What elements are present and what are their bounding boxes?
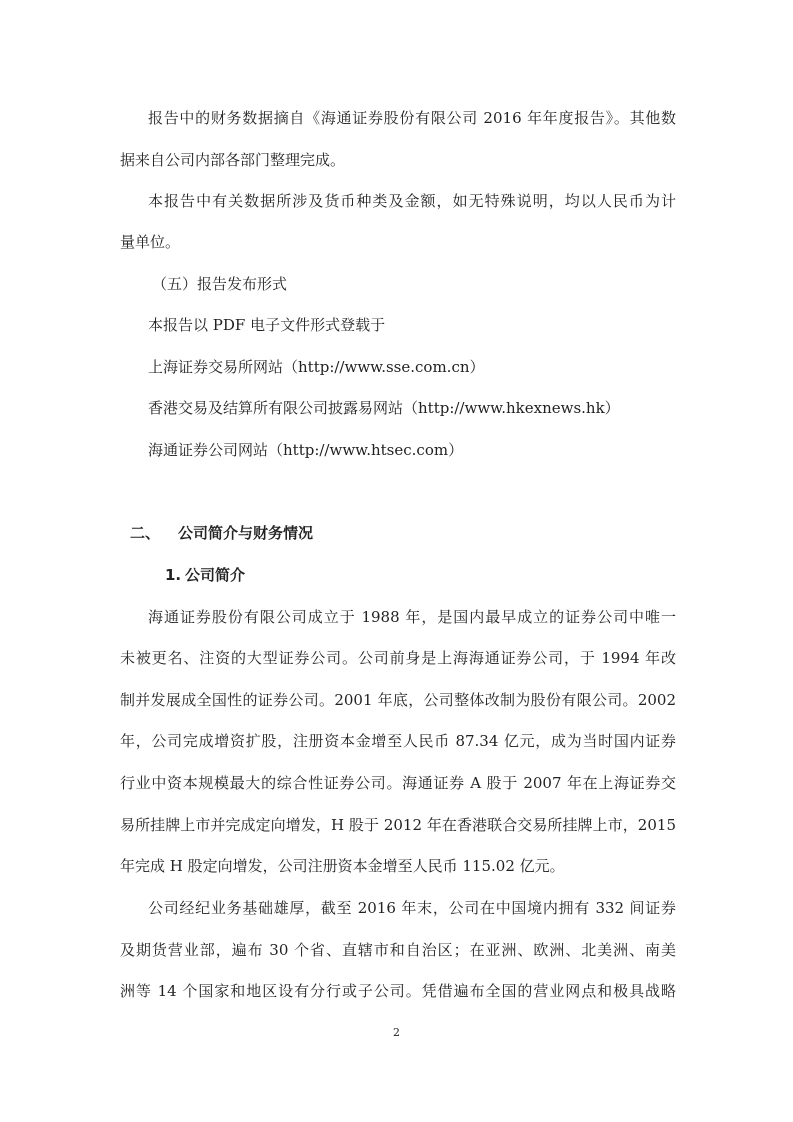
paragraph-line: 易所挂牌上市并完成定向增发，H 股于 2012 年在香港联合交易所挂牌上市，2015 bbox=[120, 816, 676, 834]
paragraph-line: 及期货营业部，遍布 30 个省、直辖市和自治区；在亚洲、欧洲、北美洲、南美 bbox=[120, 941, 676, 959]
paragraph-line: 公司经纪业务基础雄厚，截至 2016 年末，公司在中国境内拥有 332 间证券 bbox=[148, 899, 676, 917]
paragraph-line: 未被更名、注资的大型证券公司。公司前身是上海海通证券公司，于 1994 年改 bbox=[120, 649, 676, 667]
paragraph-line: 海通证券股份有限公司成立于 1988 年，是国内最早成立的证券公司中唯一 bbox=[148, 608, 676, 626]
paragraph-line: 洲等 14 个国家和地区设有分行或子公司。凭借遍布全国的营业网点和极具战略 bbox=[120, 982, 676, 1000]
page-number: 2 bbox=[393, 1026, 400, 1039]
site-hkex: 香港交易及结算所有限公司披露易网站（http://www.hkexnews.hk） bbox=[148, 399, 620, 417]
paragraph-line: 制并发展成全国性的证券公司。2001 年底，公司整体改制为股份有限公司。2002 bbox=[120, 691, 676, 709]
subsection-number: 1. bbox=[165, 566, 182, 584]
paragraph-line: 本报告中有关数据所涉及货币种类及金额，如无特殊说明，均以人民币为计 bbox=[148, 192, 676, 210]
section-number: 二、 bbox=[130, 524, 161, 542]
paragraph-line: 行业中资本规模最大的综合性证券公司。海通证券 A 股于 2007 年在上海证券交 bbox=[120, 774, 676, 792]
subsection-title: 公司简介 bbox=[185, 566, 246, 584]
paragraph-line: 量单位。 bbox=[120, 233, 181, 251]
section-title: 公司简介与财务情况 bbox=[178, 524, 314, 542]
paragraph-line: 据来自公司内部各部门整理完成。 bbox=[120, 151, 346, 169]
site-htsec: 海通证券公司网站（http://www.htsec.com） bbox=[148, 441, 464, 459]
subsection-heading: （五）报告发布形式 bbox=[152, 275, 288, 293]
paragraph-line: 报告中的财务数据摘自《海通证券股份有限公司 2016 年年度报告》。其他数 bbox=[148, 109, 676, 127]
publish-intro: 本报告以 PDF 电子文件形式登载于 bbox=[148, 316, 386, 334]
site-sse: 上海证券交易所网站（http://www.sse.com.cn） bbox=[148, 358, 485, 376]
paragraph-line: 年，公司完成增资扩股，注册资本金增至人民币 87.34 亿元，成为当时国内证券 bbox=[120, 732, 676, 750]
paragraph-line: 年完成 H 股定向增发，公司注册资本金增至人民币 115.02 亿元。 bbox=[120, 857, 565, 875]
